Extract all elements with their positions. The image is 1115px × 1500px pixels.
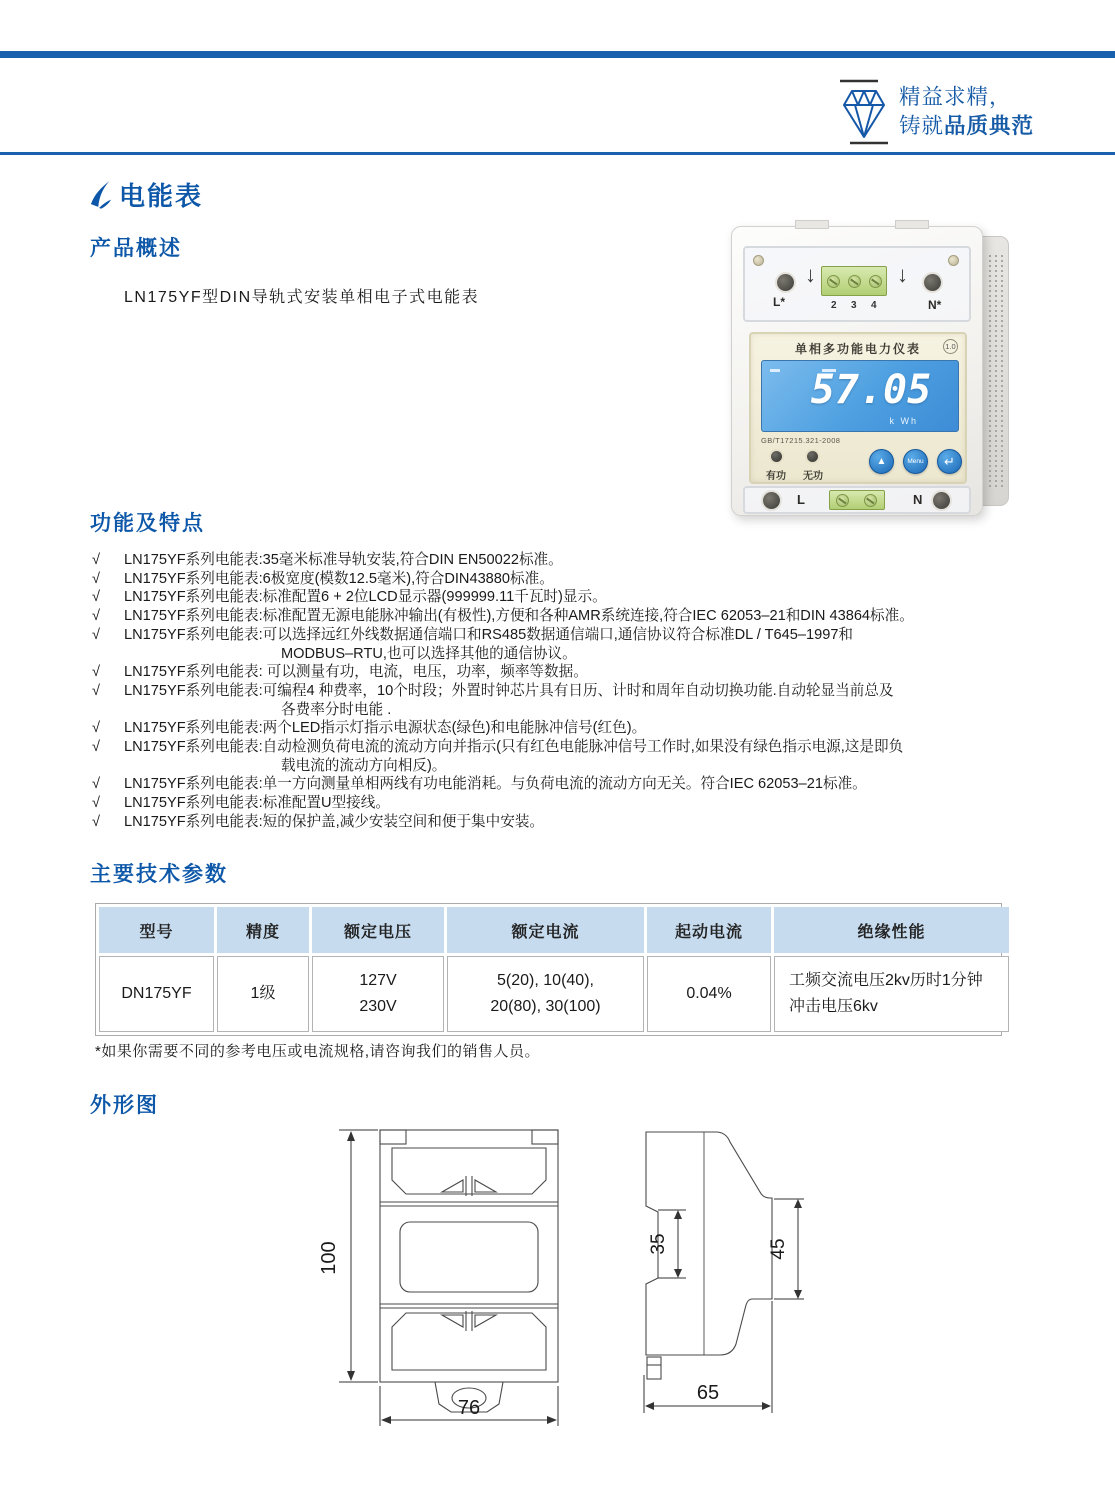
cell-insulation: 工频交流电压2kv历时1分钟 冲击电压6kv <box>774 956 1009 1032</box>
terminal-screw-icon <box>836 494 849 507</box>
diamond-icon <box>838 78 890 146</box>
dim-label-depth: 65 <box>696 1382 720 1404</box>
terminal-screw-icon <box>864 494 877 507</box>
slogan-line1: 精益求精， <box>899 85 1012 109</box>
lcd-value: 57.05 <box>810 367 932 413</box>
screw-icon <box>753 255 764 266</box>
meter-side-panel <box>982 236 1009 506</box>
terminal-label-left: L* <box>773 295 785 309</box>
overview-text: LN175YF型DIN导轨式安装单相电子式电能表 <box>124 289 480 306</box>
cell-voltage: 127V 230V <box>312 956 444 1032</box>
slogan-line2: 铸就品质典范 <box>899 114 1035 138</box>
check-mark: √ <box>92 570 101 587</box>
check-mark: √ <box>92 813 101 830</box>
active-led-icon <box>771 451 782 462</box>
terminal-hole-left <box>777 274 794 291</box>
version-badge: 1.0 <box>943 339 958 354</box>
check-mark: √ <box>92 552 101 568</box>
feature-item: √ LN175YF系列电能表:可以选择远红外线数据通信端口和RS485数据通信端口,通信协议符合标准DL / T645–1997和 MODBUS–RTU,也可以选择其他的通信协议。 <box>92 626 854 662</box>
faceplate-title: 单相多功能电力仪表 <box>794 342 921 356</box>
dim-label-face: 45 <box>768 1238 789 1260</box>
col-header-voltage: 额定电压 <box>312 907 444 953</box>
feature-item: √ LN175YF系列电能表:标准配置6 + 2位LCD显示器(999999.11千瓦时)显示。 <box>92 589 607 606</box>
check-mark: √ <box>92 682 101 699</box>
down-arrow-icon: ↓ <box>897 262 908 287</box>
terminal-screw-icon <box>827 275 840 288</box>
cell-accuracy: 1级 <box>217 956 309 1032</box>
check-mark: √ <box>92 739 101 756</box>
meter-top-tab <box>895 220 929 229</box>
check-mark: √ <box>92 664 101 681</box>
specs-table <box>96 904 1012 1035</box>
terminal-hole-right <box>924 274 941 291</box>
cell-starting-current: 0.04% <box>647 956 771 1032</box>
outline-heading: 外形图 <box>90 1094 159 1117</box>
meter-bottom-terminal-cover <box>743 486 971 514</box>
feature-item: √ LN175YF系列电能表:标准配置无源电能脉冲输出(有极性),方便和各种AMR系统连接,符合IEC 62053–21和DIN 43864标准。 <box>92 608 914 625</box>
col-header-starting-current: 起动电流 <box>647 907 771 953</box>
cell-model: DN175YF <box>99 956 214 1032</box>
terminal-number: 2 <box>831 300 837 311</box>
top-divider-bar <box>0 51 1115 58</box>
check-mark: √ <box>92 626 101 643</box>
col-header-current: 额定电流 <box>447 907 644 953</box>
terminal-number: 4 <box>871 300 877 311</box>
reactive-led-icon <box>807 451 818 462</box>
standard-text: GB/T17215.321-2008 <box>761 436 841 445</box>
led-label-reactive: 无功 <box>803 471 823 482</box>
terminal-label-right: N* <box>928 298 942 312</box>
terminal-screw-icon <box>869 275 882 288</box>
page-title <box>90 176 203 213</box>
meter-top-tab <box>795 220 829 229</box>
lcd-display <box>761 360 959 432</box>
dim-label-width: 76 <box>457 1397 481 1419</box>
terminal-label-right: N <box>913 492 923 507</box>
terminal-block <box>829 490 885 510</box>
features-heading: 功能及特点 <box>90 512 205 535</box>
terminal-block <box>821 266 887 296</box>
feature-item: √ LN175YF系列电能表:两个LED指示灯指示电源状态(绿色)和电能脉冲信号(红色)。 <box>92 720 647 737</box>
terminal-hole-left <box>763 492 780 509</box>
dim-label-height: 100 <box>318 1241 340 1275</box>
product-photo <box>703 220 1038 522</box>
check-mark: √ <box>92 589 101 606</box>
meter-top-terminal-cover <box>743 246 971 322</box>
meter-faceplate <box>749 332 967 484</box>
feature-item: √ LN175YF系列电能表: 可以测量有功，电流，电压，功率，频率等数据。 <box>92 664 588 681</box>
check-mark: √ <box>92 795 101 812</box>
terminal-screw-icon <box>848 275 861 288</box>
brand-logo <box>838 78 1034 146</box>
front-view-drawing <box>295 1118 595 1448</box>
terminal-hole-right <box>933 492 950 509</box>
led-label-active: 有功 <box>766 471 786 482</box>
col-header-model: 型号 <box>99 907 214 953</box>
feature-item: √ LN175YF系列电能表:35毫米标准导轨安装,符合DIN EN50022标准。 <box>92 552 563 568</box>
enter-button: ↵ <box>937 449 962 474</box>
dim-label-rail: 35 <box>648 1233 669 1255</box>
overview-heading: 产品概述 <box>90 237 182 260</box>
col-header-insulation: 绝缘性能 <box>774 907 1009 953</box>
terminal-label-left: L <box>797 492 805 507</box>
lcd-unit: k Wh <box>889 416 918 426</box>
header-divider-line <box>0 152 1115 155</box>
feature-item: √ LN175YF系列电能表:单一方向测量单相两线有功电能消耗。与负荷电流的流动方向无关。符合IEC 62053–21标准。 <box>92 776 867 793</box>
side-view-drawing <box>612 1118 852 1448</box>
swoosh-icon <box>90 181 112 209</box>
check-mark: √ <box>92 776 101 793</box>
table-header-row <box>99 907 1009 953</box>
page-title-text: 电能表 <box>119 181 204 211</box>
feature-item: √ LN175YF系列电能表:短的保护盖,减少安装空间和便于集中安装。 <box>92 813 545 830</box>
feature-item: √ LN175YF系列电能表:标准配置U型接线。 <box>92 795 390 812</box>
feature-item: √ LN175YF系列电能表:6极宽度(模数12.5毫米),符合DIN43880标准。 <box>92 570 554 587</box>
check-mark: √ <box>92 608 101 625</box>
table-row <box>99 956 1009 1032</box>
specs-table-wrap <box>95 903 1002 1036</box>
check-mark: √ <box>92 720 101 737</box>
features-list <box>92 551 1112 832</box>
down-arrow-icon: ↓ <box>805 262 816 287</box>
col-header-accuracy: 精度 <box>217 907 309 953</box>
terminal-number: 3 <box>851 300 857 311</box>
menu-button: Menu <box>903 449 928 474</box>
specs-heading: 主要技术参数 <box>90 863 228 886</box>
table-footnote: *如果你需要不同的参考电压或电流规格,请咨询我们的销售人员。 <box>95 1043 541 1060</box>
feature-item: √ LN175YF系列电能表:可编程4 种费率，10个时段；外置时钟芯片具有日历、计时和周年自动切换功能.自动轮显当前总及 各费率分时电能 . <box>92 682 894 718</box>
cell-current: 5(20), 10(40), 20(80), 30(100) <box>447 956 644 1032</box>
up-button: ▲ <box>869 449 894 474</box>
screw-icon <box>948 255 959 266</box>
feature-item: √ LN175YF系列电能表:自动检测负荷电流的流动方向并指示(只有红色电能脉冲信号工作时,如果没有绿色指示电源,这是即负 载电流的流动方向相反)。 <box>92 739 904 774</box>
